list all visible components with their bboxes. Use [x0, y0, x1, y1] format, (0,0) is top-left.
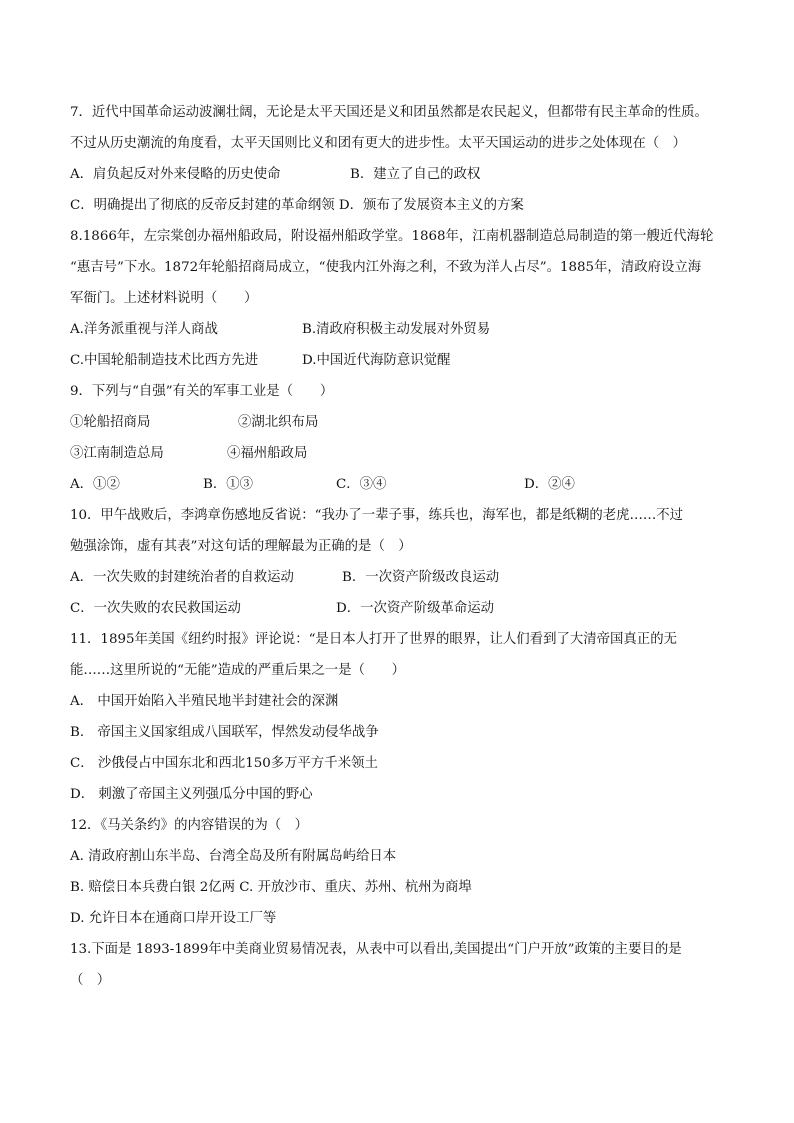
q9-item-3: ③江南制造总局 — [70, 446, 164, 461]
q11-option-b: B． 帝国主义国家组成八国联军，悍然发动侵华战争 — [70, 725, 379, 740]
q12-option-d: D. 允许日本在通商口岸开设工厂等 — [70, 911, 277, 926]
q9-option-b: B．①③ — [203, 477, 254, 492]
q9-item-2: ②湖北织布局 — [238, 415, 319, 430]
q8-option-b: B.清政府积极主动发展对外贸易 — [302, 322, 491, 337]
q7-stem-line2: 不过从历史潮流的角度看，太平天国则比义和团有更大的进步性。太平天国运动的进步之处体现在（ ） — [70, 136, 686, 151]
q10-option-d: D．一次资产阶级革命运动 — [336, 601, 495, 616]
q9-item-4: ④福州船政局 — [227, 446, 308, 461]
q12-option-b-c: B. 赔偿日本兵费白银 2亿两 C. 开放沙市、重庆、苏州、杭州为商埠 — [70, 880, 472, 895]
q13-stem-line1: 13.下面是 1893-1899年中美商业贸易情况表，从表中可以看出,美国提出“门户开放”政策的主要目的是 — [70, 942, 682, 957]
q10-stem-line2: 勉强涂饰，虚有其表”对这句话的理解最为正确的是（ ） — [70, 539, 412, 554]
q11-option-d: D． 刺激了帝国主义列强瓜分中国的野心 — [70, 787, 313, 802]
q10-option-c: C．一次失败的农民救国运动 — [70, 601, 241, 616]
q10-option-a: A．一次失败的封建统治者的自救运动 — [70, 570, 294, 585]
q9-option-c: C．③④ — [336, 477, 387, 492]
q11-option-c: C． 沙俄侵占中国东北和西北150多万平方千米领土 — [70, 756, 378, 771]
q8-stem-line2: “惠吉号”下水。1872年轮船招商局成立，“使我内江外海之利，不致为洋人占尽”。1885年，清政府设立海 — [70, 260, 702, 275]
q13-stem-line2: （ ） — [70, 973, 111, 988]
q7-option-b: B．建立了自己的政权 — [350, 167, 481, 182]
q8-option-d: D.中国近代海防意识觉醒 — [302, 353, 451, 368]
q12-option-a: A. 清政府割山东半岛、台湾全岛及所有附属岛屿给日本 — [70, 849, 397, 864]
q10-stem-line1: 10．甲午战败后，李鸿章伤感地反省说：“我办了一辈子事，练兵也，海军也，都是纸糊的老虎……不过 — [70, 508, 684, 523]
q8-stem-line3: 军衙门。上述材料说明（ ） — [70, 291, 258, 306]
q12-stem: 12．《马关条约》的内容错误的为（ ） — [70, 818, 308, 833]
q10-option-b: B．一次资产阶级改良运动 — [342, 570, 500, 585]
q8-stem-line1: 8.1866年，左宗棠创办福州船政局，附设福州船政学堂。1868年，江南机器制造总局制造的第一艘近代海轮 — [70, 229, 714, 244]
q8-option-a: A.洋务派重视与洋人商战 — [70, 322, 218, 337]
q8-option-c: C.中国轮船制造技术比西方先进 — [70, 353, 259, 368]
q9-item-1: ①轮船招商局 — [70, 415, 151, 430]
q9-stem: 9．下列与“自强”有关的军事工业是（ ） — [70, 384, 334, 399]
q9-option-a: A．①② — [70, 477, 120, 492]
q11-stem-line1: 11．1895年美国《纽约时报》评论说：“是日本人打开了世界的眼界，让人们看到了大清帝国真正的无 — [70, 632, 677, 647]
q9-option-d: D．②④ — [524, 477, 575, 492]
q7-option-a: A．肩负起反对外来侵略的历史使命 — [70, 167, 281, 182]
q7-stem-line1: 7．近代中国革命运动波澜壮阔，无论是太平天国还是义和团虽然都是农民起义，但都带有民主革命的性质。 — [70, 105, 708, 120]
q7-option-c-d: C．明确提出了彻底的反帝反封建的革命纲领 D．颁布了发展资本主义的方案 — [70, 198, 524, 213]
q11-stem-line2: 能……这里所说的“无能”造成的严重后果之一是（ ） — [70, 663, 406, 678]
q11-option-a: A． 中国开始陷入半殖民地半封建社会的深渊 — [70, 694, 339, 709]
